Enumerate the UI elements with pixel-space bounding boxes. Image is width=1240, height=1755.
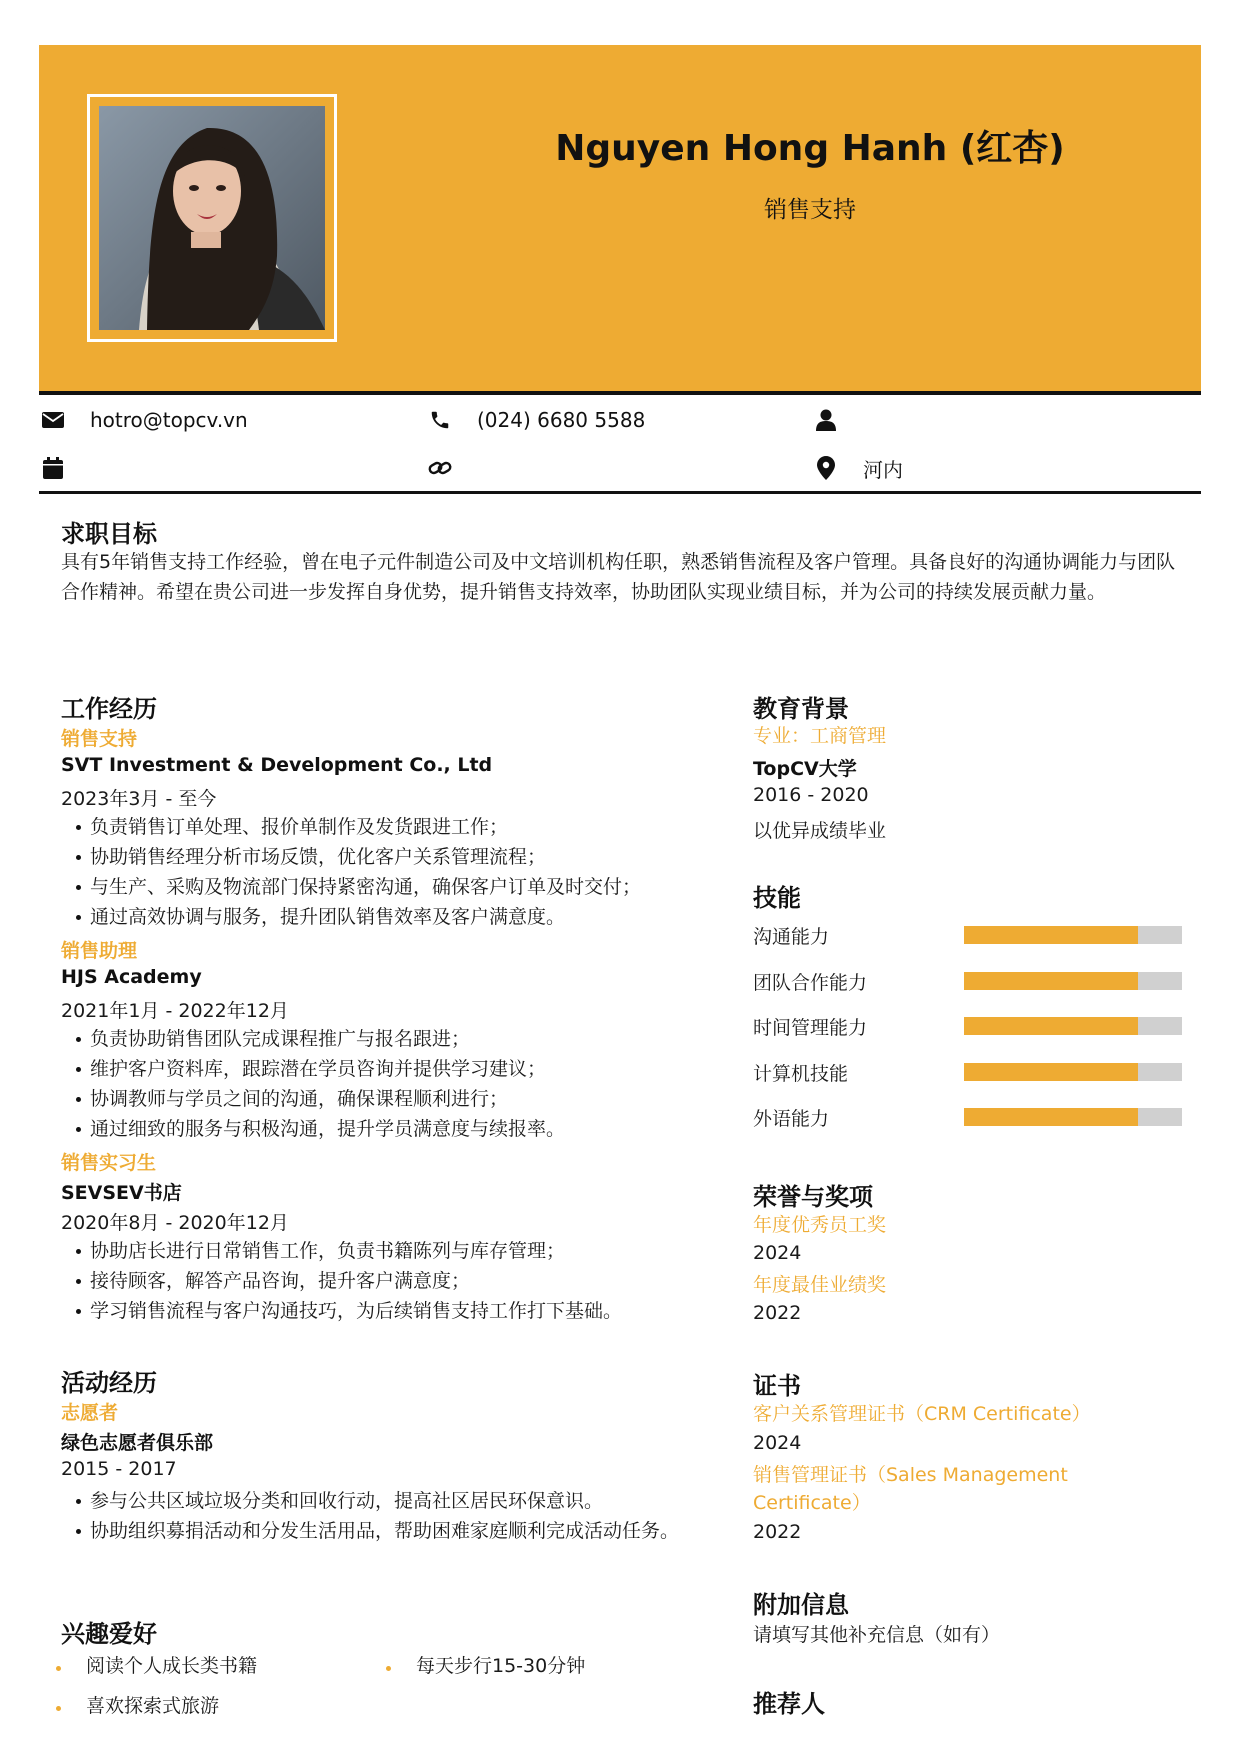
- additional-heading: 附加信息: [753, 1591, 849, 1619]
- hobby-bullet: [56, 1706, 61, 1711]
- location-text: 河内: [863, 457, 903, 482]
- profile-photo: [99, 106, 325, 330]
- contact-gender: [813, 405, 863, 435]
- certificate-year: 2022: [753, 1521, 802, 1543]
- award-year: 2024: [753, 1242, 802, 1264]
- education-note: 以优异成绩毕业: [753, 820, 887, 842]
- additional-text: 请填写其他补充信息（如有）: [753, 1624, 1001, 1646]
- hobby-bullet: [56, 1666, 61, 1671]
- skill-bar: [964, 972, 1182, 990]
- job-position: 销售实习生: [61, 1152, 157, 1174]
- job-bullet: 协助销售经理分析市场反馈，优化客户关系管理流程；: [76, 842, 546, 872]
- job-company: HJS Academy: [61, 966, 202, 988]
- calendar-icon: [40, 455, 66, 481]
- link-icon: [427, 455, 453, 481]
- candidate-name: Nguyen Hong Hanh (红杏): [555, 128, 1065, 169]
- certificate-name: 销售管理证书（Sales Management Certificate）: [753, 1464, 1068, 1514]
- job-period: 2021年1月 - 2022年12月: [61, 1000, 289, 1022]
- hobby-item: 喜欢探索式旅游: [86, 1695, 220, 1717]
- job-bullet: 通过细致的服务与积极沟通，提升学员满意度与续报率。: [76, 1114, 565, 1144]
- hobby-bullet: [386, 1666, 391, 1671]
- skill-name: 团队合作能力: [753, 972, 868, 994]
- user-icon: [813, 407, 839, 433]
- email-icon: [40, 407, 66, 433]
- skill-bar: [964, 926, 1182, 944]
- job-bullet: 协助店长进行日常销售工作，负责书籍陈列与库存管理；: [76, 1236, 565, 1266]
- skill-bar: [964, 1063, 1182, 1081]
- job-position: 销售助理: [61, 940, 138, 962]
- experience-heading: 工作经历: [61, 695, 157, 723]
- job-bullet: 维护客户资料库，跟踪潜在学员咨询并提供学习建议；: [76, 1054, 546, 1084]
- contact-email: [40, 405, 248, 435]
- contact-birthday: [40, 453, 90, 483]
- activity-role: 志愿者: [61, 1402, 119, 1424]
- activity-bullet: 参与公共区域垃圾分类和回收行动，提高社区居民环保意识。: [76, 1486, 686, 1516]
- skill-name: 计算机技能: [753, 1063, 849, 1085]
- education-major: 专业：工商管理: [753, 725, 887, 747]
- contact-divider: [39, 491, 1201, 494]
- objective-heading: 求职目标: [61, 520, 157, 548]
- job-bullet: 负责销售订单处理、报价单制作及发货跟进工作；: [76, 812, 508, 842]
- contact-location: [813, 453, 903, 483]
- activity-period: 2015 - 2017: [61, 1458, 177, 1480]
- skill-bar-fill: [964, 1017, 1138, 1035]
- certificate-name: 客户关系管理证书（CRM Certificate）: [753, 1403, 1091, 1425]
- job-bullet: 学习销售流程与客户沟通技巧，为后续销售支持工作打下基础。: [76, 1296, 622, 1326]
- job-company: SVT Investment & Development Co., Ltd: [61, 754, 493, 776]
- certificates-heading: 证书: [753, 1372, 801, 1400]
- email-text[interactable]: hotro@topcv.vn: [90, 408, 248, 432]
- job-position: 销售支持: [61, 728, 138, 750]
- contact-phone: [427, 405, 645, 435]
- skill-bar-fill: [964, 926, 1138, 944]
- skill-bar: [964, 1017, 1182, 1035]
- education-period: 2016 - 2020: [753, 784, 869, 806]
- activities-heading: 活动经历: [61, 1369, 157, 1397]
- skill-name: 外语能力: [753, 1108, 830, 1130]
- hobbies-heading: 兴趣爱好: [61, 1620, 157, 1648]
- job-bullet: 协调教师与学员之间的沟通，确保课程顺利进行；: [76, 1084, 508, 1114]
- references-heading: 推荐人: [753, 1690, 825, 1718]
- job-company: SEVSEV书店: [61, 1182, 182, 1204]
- profile-photo-frame: [87, 94, 337, 342]
- education-heading: 教育背景: [753, 695, 849, 723]
- skill-bar-fill: [964, 1063, 1138, 1081]
- candidate-job-title: 销售支持: [764, 197, 856, 223]
- awards-heading: 荣誉与奖项: [753, 1183, 873, 1211]
- skill-name: 沟通能力: [753, 926, 830, 948]
- job-bullet: 通过高效协调与服务，提升团队销售效率及客户满意度。: [76, 902, 565, 932]
- skill-bar: [964, 1108, 1182, 1126]
- award-name: 年度最佳业绩奖: [753, 1274, 887, 1296]
- skill-bar-fill: [964, 972, 1138, 990]
- award-name: 年度优秀员工奖: [753, 1214, 887, 1236]
- map-pin-icon: [813, 455, 839, 481]
- activity-bullet: 协助组织募捐活动和分发生活用品，帮助困难家庭顺利完成活动任务。: [76, 1516, 686, 1546]
- skill-bar-fill: [964, 1108, 1138, 1126]
- job-bullet: 接待顾客，解答产品咨询，提升客户满意度；: [76, 1266, 470, 1296]
- activity-org: 绿色志愿者俱乐部: [61, 1432, 214, 1454]
- job-bullet: 与生产、采购及物流部门保持紧密沟通，确保客户订单及时交付；: [76, 872, 641, 902]
- phone-icon: [427, 407, 453, 433]
- job-period: 2020年8月 - 2020年12月: [61, 1212, 289, 1234]
- education-school: TopCV大学: [753, 758, 857, 780]
- objective-text: 具有5年销售支持工作经验，曾在电子元件制造公司及中文培训机构任职，熟悉销售流程及客户管理。具备良好的沟通协调能力与团队合作精神。希望在贵公司进一步发挥自身优势，提升销售支持效率，协助团队实现业绩目标，并为公司的持续发展贡献力量。: [61, 551, 1176, 603]
- contact-website: [427, 453, 477, 483]
- award-year: 2022: [753, 1302, 802, 1324]
- header-divider: [39, 391, 1201, 395]
- skills-heading: 技能: [753, 884, 801, 912]
- job-bullet: 负责协助销售团队完成课程推广与报名跟进；: [76, 1024, 470, 1054]
- skill-name: 时间管理能力: [753, 1017, 868, 1039]
- certificate-year: 2024: [753, 1432, 802, 1454]
- hobby-item: 每天步行15-30分钟: [416, 1655, 586, 1677]
- phone-text: (024) 6680 5588: [477, 408, 646, 432]
- job-period: 2023年3月 - 至今: [61, 788, 217, 810]
- hobby-item: 阅读个人成长类书籍: [86, 1655, 258, 1677]
